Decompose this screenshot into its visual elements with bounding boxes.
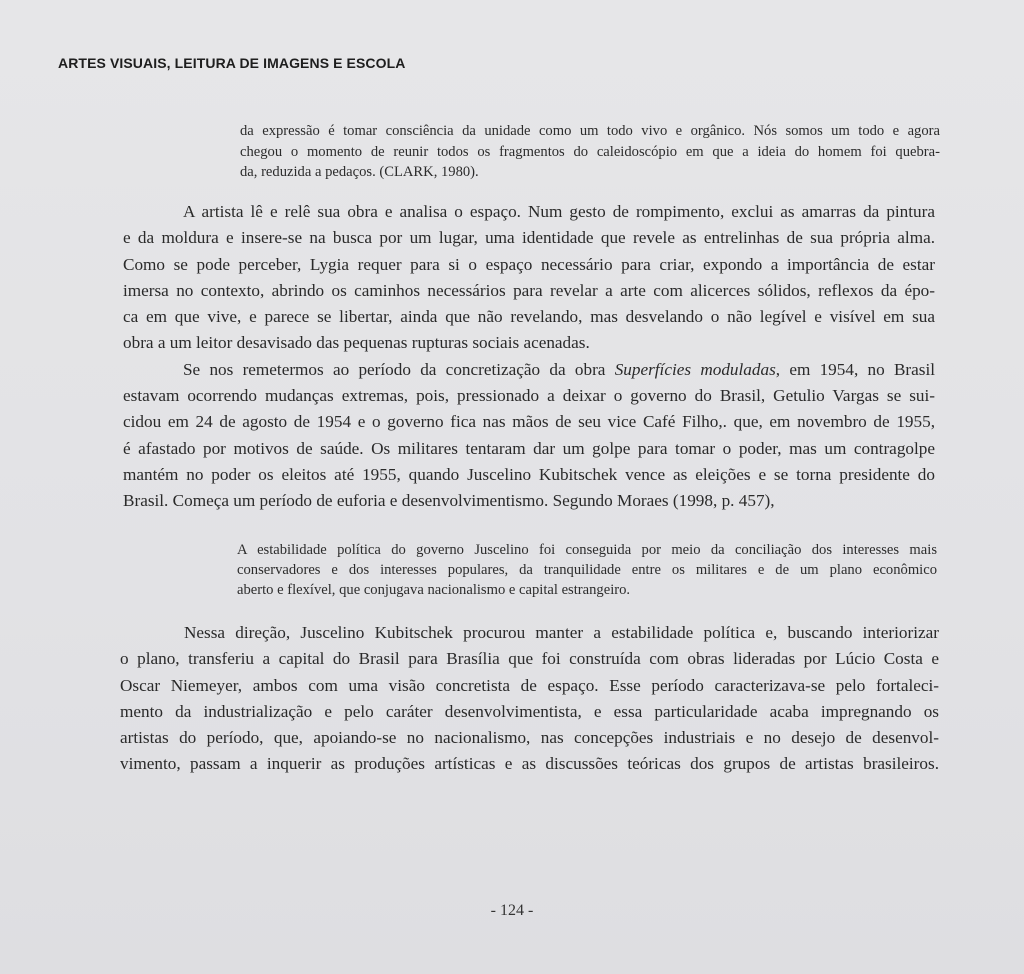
quote-line: chegou o momento de reunir todos os fragmentos do caleidoscópio em que a ideia do homem foi quebra- [240,143,940,160]
running-header: ARTES VISUAIS, LEITURA DE IMAGENS E ESCOLA [58,55,406,71]
text-line: e da moldura e insere-se na busca por um lugar, uma identidade que revele as entrelinhas de sua própria alma. [123,228,935,248]
quote-line: da, reduzida a pedaços. (CLARK, 1980). [240,164,479,180]
quote-line: aberto e flexível, que conjugava nacionalismo e capital estrangeiro. [237,582,631,598]
body-text-upper [123,199,935,515]
text-line: mento da industrialização e pelo caráter desenvolvimentista, e essa particularidade acaba impregnando os [120,701,939,721]
text-line: Como se pode perceber, Lygia requer para si o espaço necessário para criar, expondo a importância de estar [123,254,935,274]
body-text-lower [120,620,939,778]
text-segment: , em 1954, no Brasil [775,359,936,379]
text-line: o plano, transferiu a capital do Brasil para Brasília que foi construída com obras lideradas por Lúcio Costa e [120,649,939,669]
paragraph-periodo [123,357,935,515]
block-quote-clark [240,121,940,183]
text-line: mantém no poder os eleitos até 1955, quando Juscelino Kubitschek vence as eleições e se torna presidente do [123,464,935,484]
block-quote-moraes [237,540,937,600]
text-segment: Se nos remetermos ao período da concretização da obra [183,359,615,379]
text-line: estavam ocorrendo mudanças extremas, pois, pressionado a deixar o governo do Brasil, Getulio Vargas se sui- [123,386,935,406]
text-line: vimento, passam a inquerir as produções artísticas e as discussões teóricas dos grupos de artistas brasileiros. [120,754,939,774]
paragraph-artista [123,199,935,357]
page-number: - 124 - [490,902,534,919]
text-line: Nessa direção, Juscelino Kubitschek procurou manter a estabilidade política e, buscando interiorizar [184,623,939,642]
text-line: imersa no contexto, abrindo os caminhos necessários para revelar a arte com alicerces sólidos, reflexos da épo- [123,280,935,300]
text-line: é afastado por motivos de saúde. Os militares tentaram dar um golpe para tomar o poder, mas um contragolpe [123,438,935,458]
quote-line: da expressão é tomar consciência da unidade como um todo vivo e orgânico. Nós somos um todo e agora [240,123,940,139]
text-line: Oscar Niemeyer, ambos com uma visão concretista de espaço. Esse período caracterizava-se pelo fortaleci- [120,675,939,695]
text-line: obra a um leitor desavisado das pequenas rupturas sociais acenadas. [123,333,590,353]
text-line: Brasil. Começa um período de euforia e desenvolvimentismo. Segundo Moraes (1998, p. 457), [123,491,775,511]
artwork-title: Superfícies moduladas [614,359,776,379]
quote-line: A estabilidade política do governo Juscelino foi conseguida por meio da conciliação dos interesses mais [237,542,937,558]
text-line: artistas do período, que, apoiando-se no nacionalismo, nas concepções industriais e no desejo de desenvol- [120,728,939,748]
text-line: cidou em 24 de agosto de 1954 e o governo fica nas mãos de seu vice Café Filho,. que, em novembro de 1955, [123,412,935,432]
text-line: ca em que vive, e parece se libertar, ainda que não revelando, mas desvelando o não legível e visível em sua [123,307,935,327]
text-line [123,357,935,383]
text-line: A artista lê e relê sua obra e analisa o espaço. Num gesto de rompimento, exclui as amarras da pintura [183,202,935,221]
quote-line: conservadores e dos interesses populares, da tranquilidade entre os militares e de um plano econômico [237,562,937,578]
